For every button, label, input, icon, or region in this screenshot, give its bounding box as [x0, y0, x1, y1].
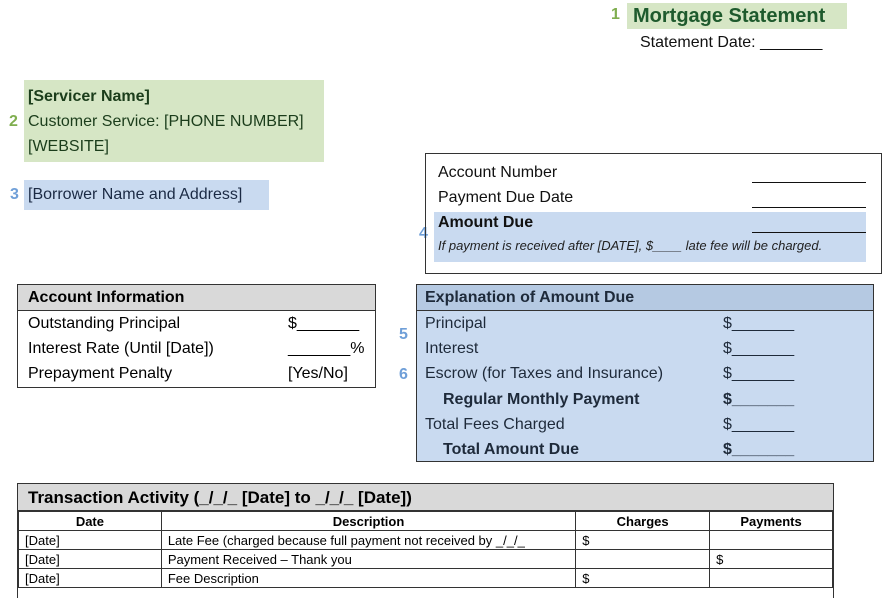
- column-header-payments: Payments: [710, 512, 833, 531]
- interest-label: Interest: [425, 340, 479, 357]
- prepayment-penalty-value: [Yes/No]: [288, 365, 348, 382]
- statement-date-blank: _______: [760, 34, 823, 51]
- table-row: [19, 531, 833, 550]
- total-amount-due-label: Total Amount Due: [443, 441, 579, 458]
- page-title: Mortgage Statement: [627, 3, 847, 29]
- payment-due-date-blank: [752, 207, 866, 208]
- table-header-row: [19, 512, 833, 531]
- transaction-activity-table: [17, 483, 834, 598]
- late-fee-note: If payment is received after [DATE], $____ late fee will be charged.: [438, 238, 823, 253]
- servicer-website: [WEBSITE]: [28, 138, 109, 155]
- table-row: [19, 569, 833, 588]
- servicer-block: [24, 80, 324, 162]
- prepayment-penalty-label: Prepayment Penalty: [28, 365, 173, 382]
- interest-value: $_______: [723, 340, 795, 357]
- annotation-marker-5: 5: [399, 326, 408, 343]
- principal-label: Principal: [425, 315, 487, 332]
- total-fees-label: Total Fees Charged: [425, 416, 565, 433]
- annotation-marker-3: 3: [10, 186, 19, 203]
- account-summary-box: [425, 153, 882, 274]
- table-row: [19, 550, 833, 569]
- cell-date: [Date]: [19, 569, 162, 588]
- cell-payments: $: [710, 550, 833, 569]
- annotation-marker-6: 6: [399, 366, 408, 383]
- account-number-label: Account Number: [438, 164, 558, 181]
- cell-charges: [576, 550, 710, 569]
- interest-rate-label: Interest Rate (Until [Date]): [28, 340, 214, 357]
- explanation-heading: Explanation of Amount Due: [417, 285, 873, 311]
- principal-value: $_______: [723, 315, 795, 332]
- borrower-address: [Borrower Name and Address]: [24, 180, 269, 210]
- annotation-marker-1: 1: [611, 6, 620, 23]
- servicer-name: [Servicer Name]: [28, 88, 150, 105]
- account-information-heading: Account Information: [18, 285, 375, 311]
- customer-service: Customer Service: [PHONE NUMBER]: [28, 113, 304, 130]
- cell-date: [Date]: [19, 531, 162, 550]
- amount-due-blank: [752, 232, 866, 233]
- cell-description: Fee Description: [161, 569, 575, 588]
- total-fees-value: $_______: [723, 416, 795, 433]
- escrow-label: Escrow (for Taxes and Insurance): [425, 365, 664, 382]
- account-number-blank: [752, 182, 866, 183]
- annotation-marker-2: 2: [9, 113, 18, 130]
- transaction-table: [18, 511, 833, 588]
- cell-payments: [710, 531, 833, 550]
- transaction-activity-heading: Transaction Activity (_/_/_ [Date] to _/_/_ [Date]): [18, 484, 833, 511]
- cell-payments: [710, 569, 833, 588]
- regular-monthly-payment-label: Regular Monthly Payment: [443, 391, 640, 408]
- annotation-marker-4: 4: [419, 225, 428, 242]
- cell-date: [Date]: [19, 550, 162, 569]
- outstanding-principal-label: Outstanding Principal: [28, 315, 181, 332]
- column-header-charges: Charges: [576, 512, 710, 531]
- account-information-table: [17, 284, 376, 388]
- payment-due-date-label: Payment Due Date: [438, 189, 574, 206]
- outstanding-principal-value: $_______: [288, 315, 360, 332]
- regular-monthly-payment-value: $_______: [723, 391, 795, 408]
- cell-description: Late Fee (charged because full payment not received by _/_/_: [161, 531, 575, 550]
- total-amount-due-value: $_______: [723, 441, 795, 458]
- amount-due-label: Amount Due: [438, 214, 534, 231]
- escrow-value: $_______: [723, 365, 795, 382]
- column-header-date: Date: [19, 512, 162, 531]
- interest-rate-value: _______%: [288, 340, 365, 357]
- cell-charges: $: [576, 531, 710, 550]
- statement-date-label: Statement Date:: [640, 34, 756, 51]
- statement-date: [640, 34, 822, 52]
- column-header-description: Description: [161, 512, 575, 531]
- explanation-of-amount-due-table: [416, 284, 874, 462]
- cell-description: Payment Received – Thank you: [161, 550, 575, 569]
- cell-charges: $: [576, 569, 710, 588]
